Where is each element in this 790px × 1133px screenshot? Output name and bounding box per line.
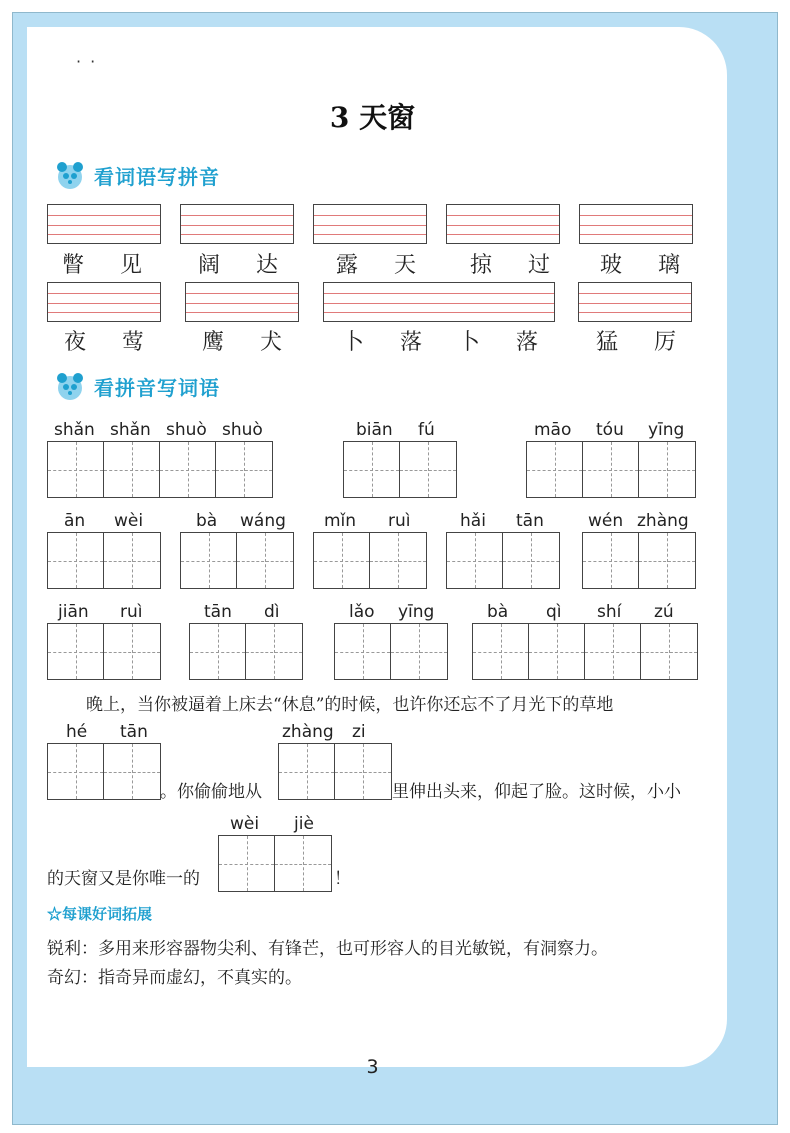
writing-grid[interactable]: [343, 441, 457, 498]
char: 落: [399, 330, 422, 355]
writing-grid[interactable]: [334, 623, 448, 680]
pinyin-label: ān: [64, 511, 86, 531]
pinyin-answer-box[interactable]: [578, 282, 692, 322]
word-pieI-jian: [62, 248, 142, 279]
pinyin-answer-box[interactable]: [180, 204, 294, 244]
pinyin-label: yīng: [648, 420, 685, 440]
panda-icon: [52, 157, 88, 193]
section-heading-pinyin: [52, 368, 220, 404]
writing-grid[interactable]: [446, 532, 560, 589]
passage-text: 。你偷偷地从: [160, 782, 262, 802]
word-lue-guo: [470, 248, 550, 279]
pinyin-label: wèi: [230, 814, 260, 834]
char: 掠: [470, 253, 493, 278]
passage-text: 的天窗又是你唯一的: [47, 869, 200, 889]
pinyin-label: ruì: [120, 602, 143, 622]
pinyin-label: yīng: [398, 602, 435, 622]
writing-grid[interactable]: [526, 441, 696, 498]
pinyin-label: shǎn: [54, 420, 95, 440]
section-title: 看拼音写词语: [94, 375, 220, 400]
lesson-title: 3 天窗: [329, 101, 416, 134]
char: 卜: [342, 330, 365, 355]
pinyin-label: tān: [120, 722, 148, 742]
pinyin-label: tóu: [596, 420, 624, 440]
writing-grid[interactable]: [189, 623, 303, 680]
passage-text: 里伸出头来，仰起了脸。这时候，小小: [392, 782, 681, 802]
pinyin-label: wèi: [114, 511, 144, 531]
pinyin-label: qì: [546, 602, 562, 622]
word-bo-li: [600, 248, 680, 279]
pinyin-answer-box[interactable]: [313, 204, 427, 244]
char: 莺: [121, 330, 144, 355]
pinyin-label: shǎn: [110, 420, 151, 440]
pinyin-answer-box[interactable]: [579, 204, 693, 244]
char: 瞥: [62, 253, 85, 278]
pinyin-label: dì: [264, 602, 280, 622]
writing-grid[interactable]: [313, 532, 427, 589]
ink-dots: · ·: [76, 52, 98, 71]
word-lu-tian: [336, 248, 416, 279]
char: 见: [119, 253, 142, 278]
char: 达: [255, 253, 278, 278]
char: 鹰: [202, 330, 225, 355]
passage-line: 晚上，当你被逼着上床去“休息”的时候，也许你还忘不了月光下的草地: [86, 695, 614, 715]
char: 露: [336, 253, 359, 278]
char: 猛: [596, 330, 619, 355]
pinyin-label: hǎi: [460, 511, 486, 531]
pinyin-label: zú: [654, 602, 674, 622]
pinyin-label: zhàng: [282, 722, 334, 742]
pinyin-answer-box[interactable]: [185, 282, 299, 322]
pinyin-label: tān: [204, 602, 232, 622]
pinyin-label: shí: [597, 602, 622, 622]
pinyin-label: shuò: [222, 420, 263, 440]
pinyin-label: hé: [66, 722, 88, 742]
pinyin-answer-box[interactable]: [47, 204, 161, 244]
pinyin-answer-box[interactable]: [446, 204, 560, 244]
char: 天: [393, 253, 416, 278]
pinyin-label: biān: [356, 420, 393, 440]
pinyin-label: zi: [352, 722, 366, 742]
word-ye-ying: [64, 325, 144, 356]
panda-icon: [52, 368, 88, 404]
pinyin-label: ruì: [388, 511, 411, 531]
pinyin-label: bà: [196, 511, 218, 531]
writing-grid[interactable]: [47, 743, 161, 800]
section-heading-words: [52, 157, 220, 193]
writing-grid[interactable]: [180, 532, 294, 589]
writing-grid[interactable]: [278, 743, 392, 800]
pinyin-label: lǎo: [349, 602, 375, 622]
writing-grid[interactable]: [472, 623, 698, 680]
char: 卜: [457, 330, 480, 355]
pinyin-label: fú: [418, 420, 435, 440]
writing-grid[interactable]: [218, 835, 332, 892]
char: 阔: [198, 253, 221, 278]
section-title: 看词语写拼音: [94, 164, 220, 189]
writing-grid[interactable]: [47, 441, 273, 498]
pinyin-label: wén: [588, 511, 624, 531]
pinyin-answer-box[interactable]: [47, 282, 161, 322]
pinyin-answer-box[interactable]: [323, 282, 555, 322]
writing-grid[interactable]: [582, 532, 696, 589]
page-number: 3: [366, 1056, 379, 1078]
word-kuo-da: [198, 248, 278, 279]
char: 犬: [259, 330, 282, 355]
pinyin-label: shuò: [166, 420, 207, 440]
pinyin-label: māo: [534, 420, 572, 440]
char: 玻: [600, 253, 623, 278]
extension-line: 锐利：多用来形容器物尖利、有锋芒，也可形容人的目光敏锐，有洞察力。: [47, 939, 608, 959]
extension-heading: ☆每课好词拓展: [47, 905, 153, 923]
passage-text: ！: [334, 869, 351, 889]
pinyin-label: tān: [516, 511, 544, 531]
char: 厉: [653, 330, 676, 355]
pinyin-label: jiè: [294, 814, 314, 834]
pinyin-label: zhàng: [637, 511, 689, 531]
extension-line: 奇幻：指奇异而虚幻，不真实的。: [47, 968, 302, 988]
pinyin-label: mǐn: [324, 511, 357, 531]
char: 过: [527, 253, 550, 278]
writing-grid[interactable]: [47, 623, 161, 680]
char: 落: [515, 330, 538, 355]
pinyin-label: wáng: [240, 511, 286, 531]
writing-grid[interactable]: [47, 532, 161, 589]
word-bu-luo-bu-luo: [342, 325, 538, 356]
word-ying-quan: [202, 325, 282, 356]
word-meng-li: [596, 325, 676, 356]
pinyin-label: bà: [487, 602, 509, 622]
char: 璃: [657, 253, 680, 278]
char: 夜: [64, 330, 87, 355]
pinyin-label: jiān: [58, 602, 89, 622]
